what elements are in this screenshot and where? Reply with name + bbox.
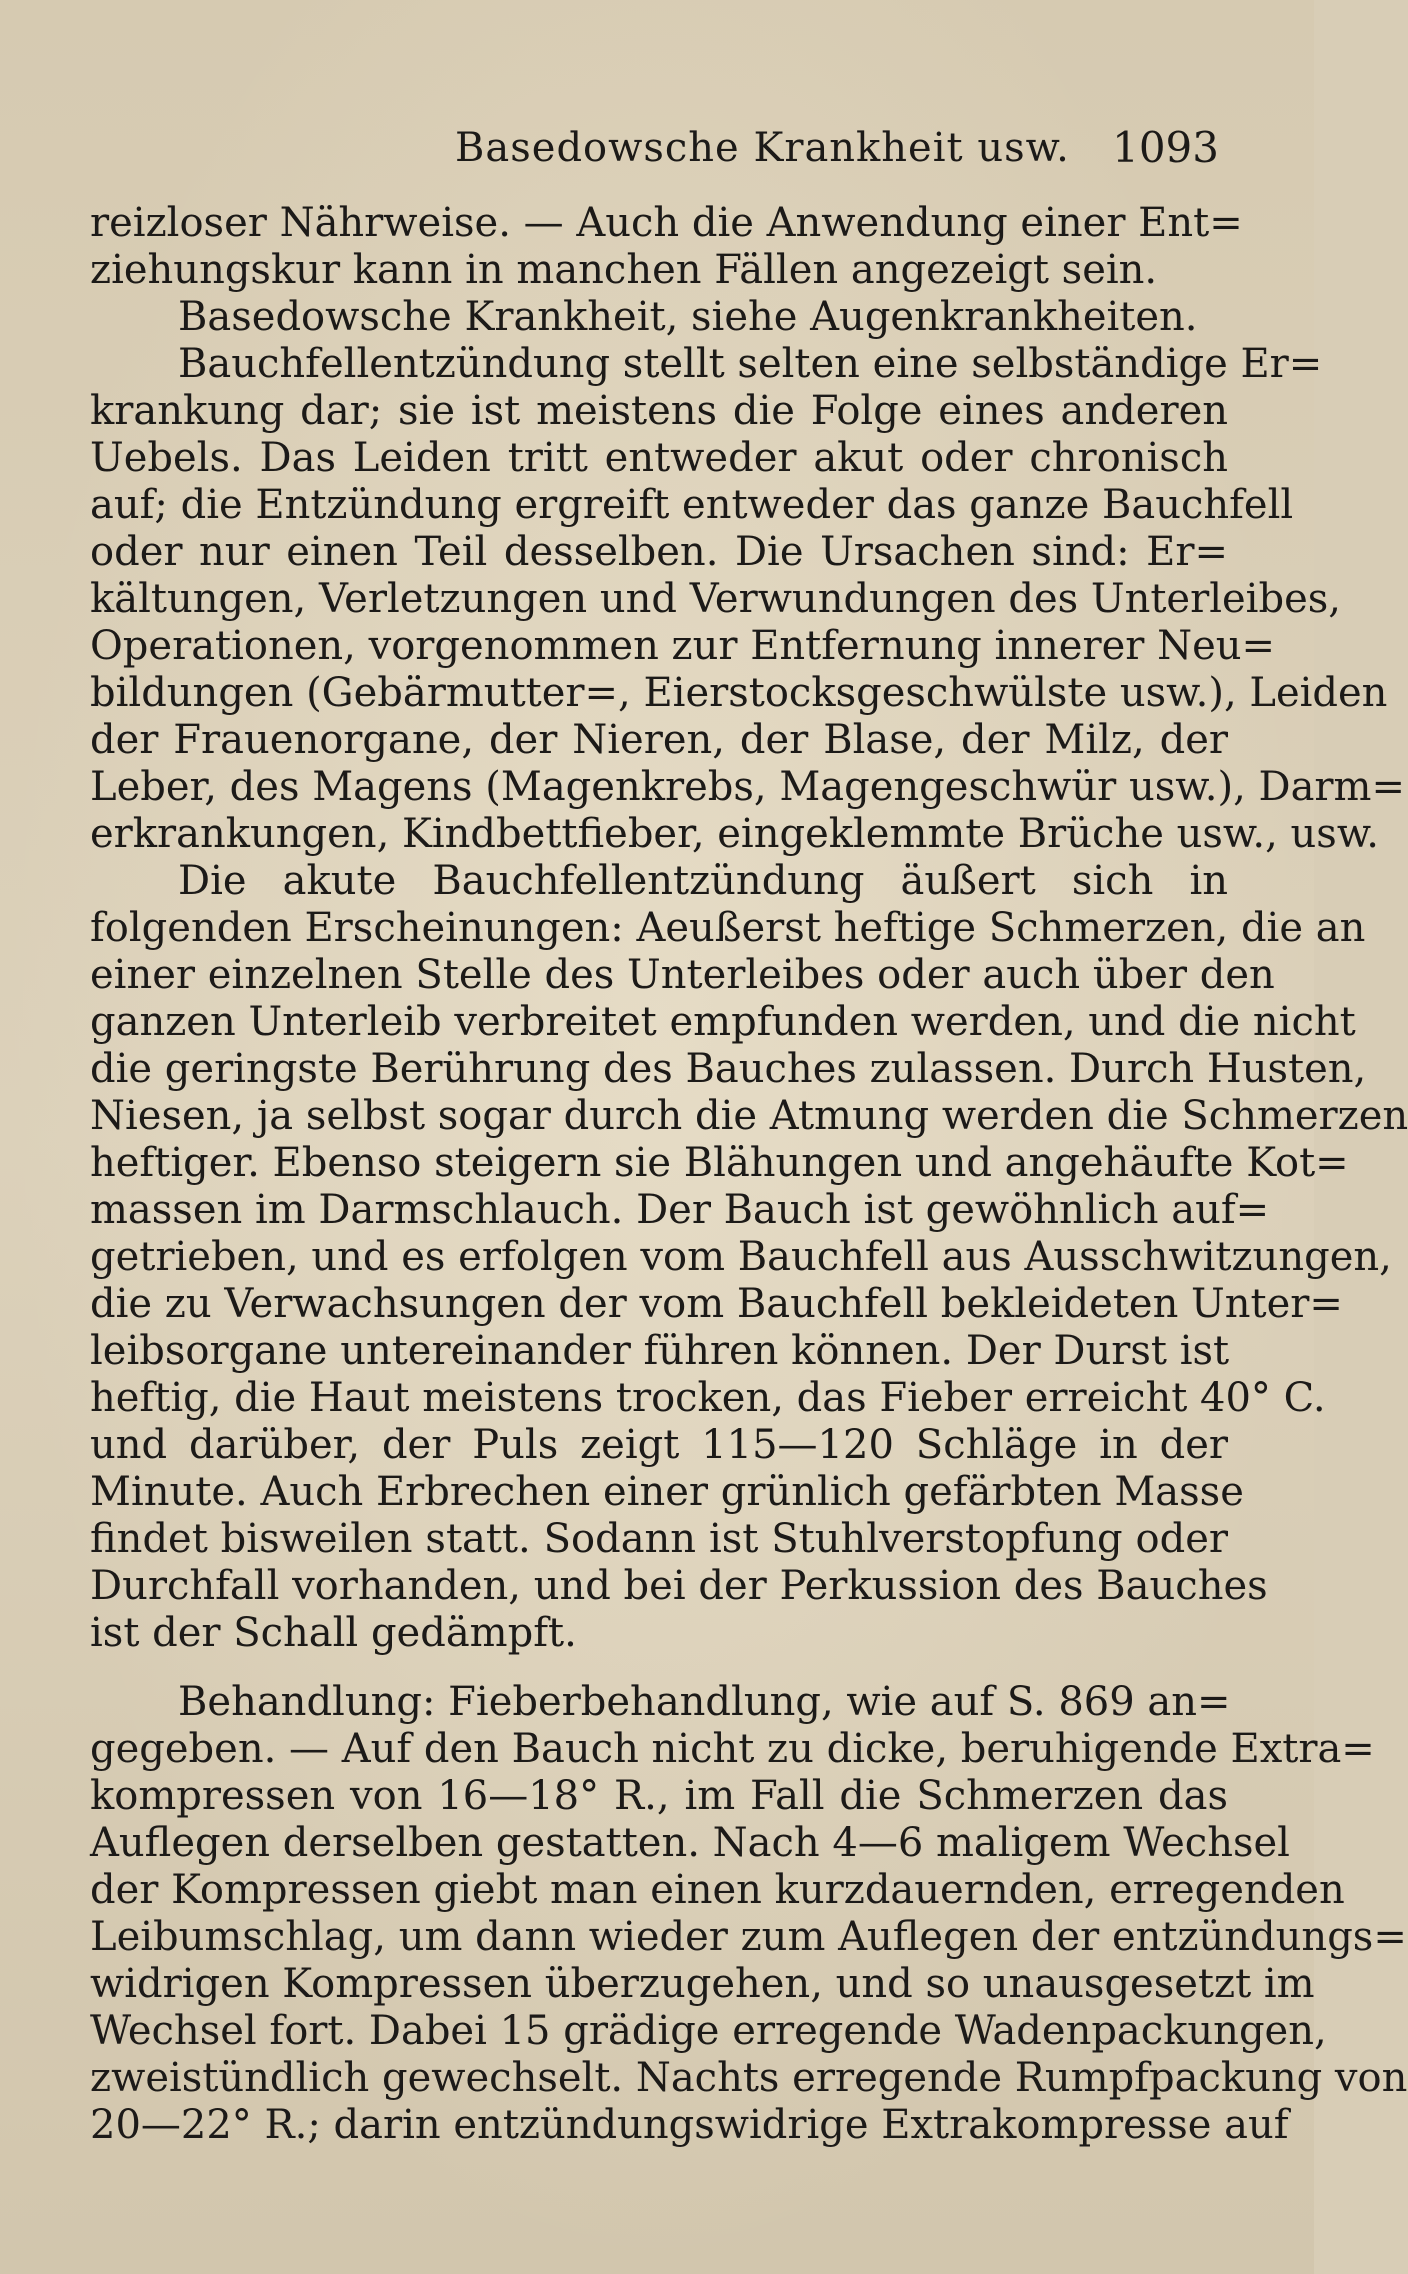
text-line: reizloser Nährweise. — Auch die Anwendung einer Ent= xyxy=(90,200,1243,246)
text-line: auf; die Entzündung ergreift entweder das ganze Bauchfell xyxy=(90,482,1294,528)
text-line: widrigen Kompressen überzugehen, und so unausgesetzt im xyxy=(90,1961,1315,2007)
text-line: ist der Schall gedämpft. xyxy=(90,1610,577,1656)
text-line: folgenden Erscheinungen: Aeußerst heftige Schmerzen, die an xyxy=(90,905,1366,951)
text-line: erkrankungen, Kindbettfieber, eingeklemmte Brüche usw., usw. xyxy=(90,811,1380,857)
running-title: Basedowsche Krankheit usw. xyxy=(455,125,1070,171)
text-line: Uebels. Das Leiden tritt entweder akut oder chronisch xyxy=(90,435,1228,481)
text-line: bildungen (Gebärmutter=, Eierstocksgeschwülste usw.), Leiden xyxy=(90,670,1388,716)
body-text xyxy=(90,200,1408,2149)
text-line: die geringste Berührung des Bauches zulassen. Durch Husten, xyxy=(90,1046,1367,1092)
text-line: heftig, die Haut meistens trocken, das Fieber erreicht 40° C. xyxy=(90,1375,1326,1421)
text-line: ganzen Unterleib verbreitet empfunden werden, und die nicht xyxy=(90,999,1356,1045)
text-line: oder nur einen Teil desselben. Die Ursachen sind: Er= xyxy=(90,529,1228,575)
text-line: Auflegen derselben gestatten. Nach 4—6 maligem Wechsel xyxy=(90,1820,1290,1866)
text-line: getrieben, und es erfolgen vom Bauchfell aus Ausschwitzungen, xyxy=(90,1234,1392,1280)
text-line: zweistündlich gewechselt. Nachts erregende Rumpfpackung von xyxy=(90,2055,1408,2101)
text-line: Minute. Auch Erbrechen einer grünlich gefärbten Masse xyxy=(90,1469,1244,1515)
text-line: kompressen von 16—18° R., im Fall die Schmerzen das xyxy=(90,1773,1228,1819)
text-line: 20—22° R.; darin entzündungswidrige Extrakompresse auf xyxy=(90,2102,1289,2148)
text-line: krankung dar; sie ist meistens die Folge eines anderen xyxy=(90,388,1228,434)
text-line: Die akute Bauchfellentzündung äußert sich in xyxy=(178,858,1228,904)
text-line: Niesen, ja selbst sogar durch die Atmung werden die Schmerzen xyxy=(90,1093,1408,1139)
text-line: der Kompressen giebt man einen kurzdauernden, erregenden xyxy=(90,1867,1345,1913)
page-header xyxy=(95,118,1219,178)
text-line: ziehungskur kann in manchen Fällen angezeigt sein. xyxy=(90,247,1158,293)
text-line: Leibumschlag, um dann wieder zum Auflegen der entzündungs= xyxy=(90,1914,1407,1960)
text-line: Durchfall vorhanden, und bei der Perkussion des Bauches xyxy=(90,1563,1268,1609)
text-line: leibsorgane untereinander führen können. Der Durst ist xyxy=(90,1328,1230,1374)
text-line: einer einzelnen Stelle des Unterleibes oder auch über den xyxy=(90,952,1275,998)
text-line: findet bisweilen statt. Sodann ist Stuhlverstopfung oder xyxy=(90,1516,1228,1562)
entry-bauchfellentzuendung: Bauchfellentzündung stellt selten eine selbständige Er= xyxy=(178,341,1323,387)
page-number: 1093 xyxy=(1112,123,1219,172)
text-line: heftiger. Ebenso steigern sie Blähungen und angehäufte Kot= xyxy=(90,1140,1349,1186)
text-line: Wechsel fort. Dabei 15 grädige erregende Wadenpackungen, xyxy=(90,2008,1327,2054)
text-line: Operationen, vorgenommen zur Entfernung innerer Neu= xyxy=(90,623,1276,669)
text-line: kältungen, Verletzungen und Verwundungen des Unterleibes, xyxy=(90,576,1341,622)
paragraph-gap xyxy=(90,1657,1228,1679)
text-line: die zu Verwachsungen der vom Bauchfell bekleideten Unter= xyxy=(90,1281,1343,1327)
entry-basedowsche-krankheit: Basedowsche Krankheit, siehe Augenkrankheiten. xyxy=(178,294,1198,340)
text-line: Leber, des Magens (Magenkrebs, Magengeschwür usw.), Darm= xyxy=(90,764,1405,810)
text-line: massen im Darmschlauch. Der Bauch ist gewöhnlich auf= xyxy=(90,1187,1270,1233)
text-line: gegeben. — Auf den Bauch nicht zu dicke, beruhigende Extra= xyxy=(90,1726,1375,1772)
text-line: und darüber, der Puls zeigt 115—120 Schläge in der xyxy=(90,1422,1228,1468)
text-line: Behandlung: Fieberbehandlung, wie auf S. 869 an= xyxy=(178,1679,1231,1725)
text-line: der Frauenorgane, der Nieren, der Blase, der Milz, der xyxy=(90,717,1228,763)
